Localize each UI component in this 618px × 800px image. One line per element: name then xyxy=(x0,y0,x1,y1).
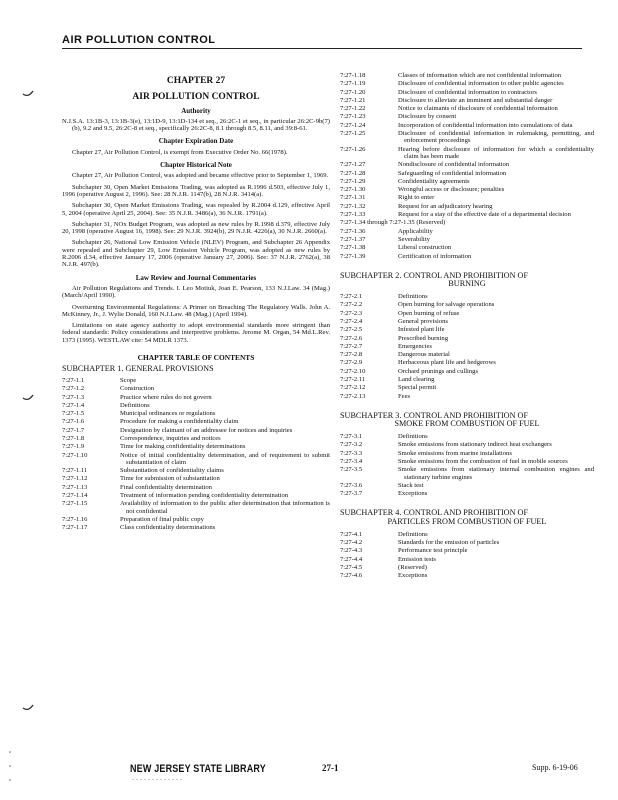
subchapter-2-heading-line1: SUBCHAPTER 2. CONTROL AND PROHIBITION OF xyxy=(340,270,529,280)
toc-entry xyxy=(340,122,594,129)
toc-entry xyxy=(340,482,594,489)
toc-entry xyxy=(62,402,330,409)
toc-entry xyxy=(340,219,594,226)
section-number: 7:27-1.4 xyxy=(62,401,85,409)
section-number: 7:27-2.3 xyxy=(340,309,363,317)
margin-specks xyxy=(8,748,12,790)
toc-entry xyxy=(340,318,594,325)
history-paragraph: Chapter 27, Air Pollution Control, was adopted and became effective prior to September 1, 1969. xyxy=(72,172,329,180)
toc-entry xyxy=(62,500,330,515)
section-number: 7:27-1.19 xyxy=(340,80,366,88)
toc-entry xyxy=(62,516,330,523)
section-title: Safeguarding of confidential information xyxy=(398,169,507,177)
section-title: Definitions xyxy=(398,433,428,441)
toc-entry xyxy=(340,228,594,235)
section-number: 7:27-1.32 xyxy=(340,202,366,210)
section-number: 7:27-4.6 xyxy=(340,572,363,580)
section-title: Emergencies xyxy=(398,342,432,350)
section-title: Disclosure of confidential information to other public agencies xyxy=(398,80,564,88)
section-title: Practice where rules do not govern xyxy=(120,393,212,401)
section-title: Notice to claimants of disclosure of confidential information xyxy=(398,105,558,113)
section-title: Exceptions xyxy=(398,572,428,580)
toc-entry xyxy=(62,492,330,499)
toc-entry xyxy=(340,178,594,185)
section-number: 7:27-1.9 xyxy=(62,443,85,451)
review-citation: Limitations on state agency authority to adopt environmental standards more stringent than federal standards: Policy considerations and interpretive problems. Jerome M. Organ, 54 Md.L.Rev. 1373 (1995). WESTLAW cite: 54 MDLR 1373. xyxy=(62,322,330,344)
toc-entry xyxy=(340,547,594,554)
section-title: Certification of information xyxy=(398,252,472,260)
section-title: Liberal construction xyxy=(398,244,452,252)
section-title: Disclosure of confidential information in rulemaking, permitting, and enforcement proceedings xyxy=(398,130,594,145)
section-number: 7:27-1.7 xyxy=(62,426,85,434)
toc-entry xyxy=(62,452,330,467)
section-number: 7:27-1.8 xyxy=(62,434,85,442)
section-number: 7:27-1.29 xyxy=(340,177,366,185)
expiration-heading: Chapter Expiration Date xyxy=(158,137,234,146)
section-number: 7:27-4.5 xyxy=(340,563,363,571)
section-number: 7:27-3.4 xyxy=(340,457,363,465)
toc-entry xyxy=(340,351,594,358)
subchapter-4-heading-line1: SUBCHAPTER 4. CONTROL AND PROHIBITION OF xyxy=(340,508,529,518)
section-title: Construction xyxy=(120,385,155,393)
section-title: Substantiation of confidentiality claims xyxy=(120,467,224,475)
page-number: 27-1 xyxy=(322,763,339,773)
section-title: Prescribed burning xyxy=(398,334,448,342)
section-title: Scope xyxy=(120,376,137,384)
section-title: Standards for the emission of particles xyxy=(398,538,500,546)
section-number: 7:27-1.3 xyxy=(62,393,85,401)
section-title: Smoke emissions from stationary internal combustion engines and stationary turbine engines xyxy=(398,466,594,481)
section-title: Designation by claimant of an addressee for notices and inquiries xyxy=(120,426,293,434)
toc-entry xyxy=(62,524,330,531)
subchapter-2-heading-line2: BURNING xyxy=(448,279,486,289)
toc-entry xyxy=(340,441,594,448)
subchapter-4-heading xyxy=(340,509,594,526)
toc-entry xyxy=(62,484,330,491)
toc-entry xyxy=(340,556,594,563)
toc-entry xyxy=(340,393,594,400)
section-title: Right to enter xyxy=(398,194,435,202)
section-number: 7:27-1.10 xyxy=(62,451,88,459)
section-title: Confidentiality agreements xyxy=(398,177,470,185)
toc-entry xyxy=(62,410,330,417)
section-title: Severability xyxy=(398,235,430,243)
section-number: 7:27-1.12 xyxy=(62,475,88,483)
subchapter-1-heading: SUBCHAPTER 1. GENERAL PROVISIONS xyxy=(62,364,214,374)
section-number: 7:27-2.6 xyxy=(340,334,363,342)
toc-entry xyxy=(340,105,594,112)
section-number: 7:27-3.6 xyxy=(340,481,363,489)
section-number: 7:27-1.14 xyxy=(62,492,88,500)
section-number: 7:27-1.6 xyxy=(62,418,85,426)
section-title: Applicability xyxy=(398,227,433,235)
section-title: Availability of information to the public after determination that information is not confidential xyxy=(120,500,330,515)
library-stamp-underline xyxy=(132,777,182,782)
section-number: 7:27-1.36 xyxy=(340,227,366,235)
section-title: Notice of initial confidentiality determination, and of requirement to submit substantiation of claim xyxy=(120,451,330,466)
toc-entry xyxy=(340,244,594,251)
section-number: 7:27-1.11 xyxy=(62,467,88,475)
section-number: 7:27-2.13 xyxy=(340,392,366,400)
toc-entry xyxy=(340,335,594,342)
toc-entry xyxy=(340,368,594,375)
section-title: Open burning for salvage operations xyxy=(398,301,495,309)
section-number: 7:27-1.20 xyxy=(340,88,366,96)
section-number: 7:27-1.13 xyxy=(62,483,88,491)
section-number: 7:27-1.38 xyxy=(340,244,366,252)
toc-entry xyxy=(62,435,330,442)
section-title: Open burning of refuse xyxy=(398,309,460,317)
history-paragraph: Subchapter 30, Open Market Emissions Trading, was adopted as R.1996 d.503, effective July 1, 1996 (operative August 2, 1996). See: 28 N.J.R. 1147(b), 28 N.J.R. 3414(a). xyxy=(62,183,330,198)
review-citation: Air Pollution Regulations and Trends. I. Leo Motiuk, Joan E. Pearson, 133 N.J.Law. 34 (Mag.) (March/April 1990). xyxy=(62,284,330,300)
history-paragraph: Subchapter 31, NOx Budget Program, was adopted as new rules by R.1998 d.379, effective July 20, 1998 (operative August 16, 1998). See: 29 N.J.R. 3924(b), 29 N.J.R. 4226(a), 30 N.J.R. 2660(a). xyxy=(62,220,330,236)
section-title: Disclosure by consent xyxy=(398,113,457,121)
punch-hole-mark xyxy=(22,88,32,98)
supplement-date: Supp. 6-19-06 xyxy=(532,763,578,772)
section-title: Land clearing xyxy=(398,375,435,383)
section-number: 7:27-2.4 xyxy=(340,317,363,325)
section-number: 7:27-1.28 xyxy=(340,169,366,177)
section-title: Smoke emissions from stationary indirect heat exchangers xyxy=(398,441,552,449)
toc-entry xyxy=(340,359,594,366)
section-number: 7:27-4.3 xyxy=(340,547,363,555)
section-number: 7:27-3.1 xyxy=(340,433,363,441)
section-number: 7:27-1.33 xyxy=(340,211,366,219)
section-number: 7:27-3.2 xyxy=(340,441,363,449)
section-number: 7:27-2.5 xyxy=(340,326,363,334)
section-title: Request for a stay of the effective date of a departmental decision xyxy=(398,211,571,219)
toc-entry xyxy=(340,310,594,317)
toc-entry xyxy=(62,418,330,425)
section-title: Definitions xyxy=(120,401,150,409)
section-range: 7:27-1.34 through 7:27-1.35 (Reserved) xyxy=(340,219,446,227)
subchapter-3-heading-line2: SMOKE FROM COMBUSTION OF FUEL xyxy=(394,419,540,429)
toc-entry xyxy=(62,385,330,392)
running-header: AIR POLLUTION CONTROL xyxy=(62,34,582,49)
toc-list-subchapter-4 xyxy=(340,531,594,580)
toc-entry xyxy=(340,564,594,571)
toc-list-subchapter-3 xyxy=(340,433,594,497)
section-number: 7:27-1.22 xyxy=(340,105,366,113)
toc-entry xyxy=(340,203,594,210)
section-title: Classes of information which are not confidential information xyxy=(398,72,562,79)
section-title: Time for submission of substantiation xyxy=(120,475,220,483)
toc-entry xyxy=(340,72,594,79)
library-stamp: NEW JERSEY STATE LIBRARY xyxy=(130,763,266,775)
section-title: Municipal ordinances or regulations xyxy=(120,410,216,418)
section-number: 7:27-1.17 xyxy=(62,524,88,532)
toc-entry xyxy=(340,113,594,120)
section-number: 7:27-1.1 xyxy=(62,376,85,384)
history-heading: Chapter Historical Note xyxy=(160,161,232,170)
section-title: Herbaceous plant life and hedgerows xyxy=(398,359,496,367)
toc-entry xyxy=(340,236,594,243)
subchapter-3-heading-line1: SUBCHAPTER 3. CONTROL AND PROHIBITION OF xyxy=(340,410,529,420)
authority-text: N.J.S.A. 13:1B-3, 13:1B-3(e), 13:1D-9, 13:1D-134 et seq., 26:2C-1 et seq., in particular 26:2C-9b(7)(b), 9.2 and 9.5, 26:2C-8 et seq., specifically 26:2C-8, 8.1 through 8.5, 8.11, and 39:8-61. xyxy=(62,117,330,133)
toc-entry xyxy=(340,89,594,96)
section-number: 7:27-4.4 xyxy=(340,555,363,563)
right-column xyxy=(340,72,594,580)
section-number: 7:27-3.5 xyxy=(340,466,363,474)
toc-heading: CHAPTER TABLE OF CONTENTS xyxy=(137,353,255,363)
section-number: 7:27-2.11 xyxy=(340,375,366,383)
toc-entry xyxy=(62,475,330,482)
section-number: 7:27-1.16 xyxy=(62,515,88,523)
section-number: 7:27-3.3 xyxy=(340,449,363,457)
section-title: Infested plant life xyxy=(398,326,445,334)
review-citation: Overturning Environmental Regulations: A Primer on Breaching The Regulatory Walls. John A. McKinney, Jr., J. Wylie Donald, 160 N.J.Law. 48 (Mag.) (April 1994). xyxy=(62,303,330,318)
section-title: Time for making confidentiality determinations xyxy=(120,443,246,451)
section-title: Smoke emissions from the combustion of fuel in mobile sources xyxy=(398,457,568,465)
section-number: 7:27-2.7 xyxy=(340,342,363,350)
section-title: Dangerous material xyxy=(398,351,450,359)
toc-entry xyxy=(340,326,594,333)
toc-entry xyxy=(340,253,594,260)
history-paragraph: Subchapter 30, Open Market Emissions Trading, was repealed by R.2004 d.129, effective April 5, 2004 (operative April 25, 2004). See: 35 N.J.R. 3486(a), 36 N.J.R. 1791(a). xyxy=(62,202,330,217)
toc-entry xyxy=(340,293,594,300)
section-title: Hearing before disclosure of information for which a confidentiality claim has been made xyxy=(398,145,594,160)
toc-list-subchapter-1 xyxy=(62,377,330,532)
section-title: Disclosure of confidential information to contractors xyxy=(398,88,537,96)
toc-entry xyxy=(340,433,594,440)
section-title: Smoke emissions from marine installations xyxy=(398,449,512,457)
section-number: 7:27-2.9 xyxy=(340,359,363,367)
authority-heading: Authority xyxy=(181,106,211,115)
toc-entry xyxy=(340,194,594,201)
section-number: 7:27-1.2 xyxy=(62,385,85,393)
section-title: Special permit xyxy=(398,384,437,392)
section-number: 7:27-4.1 xyxy=(340,530,363,538)
subchapter-4-heading-line2: PARTICLES FROM COMBUSTION OF FUEL xyxy=(387,517,547,527)
section-number: 7:27-2.10 xyxy=(340,367,366,375)
toc-entry xyxy=(340,384,594,391)
section-title: Procedure for making a confidentiality claim xyxy=(120,418,239,426)
section-number: 7:27-1.25 xyxy=(340,130,366,138)
toc-entry xyxy=(340,130,594,145)
section-title: Emission tests xyxy=(398,555,436,563)
section-title: (Reserved) xyxy=(398,563,427,571)
left-column xyxy=(62,72,330,533)
section-title: Preparation of final public copy xyxy=(120,515,204,523)
section-title: Final confidentiality determination xyxy=(120,483,212,491)
toc-entry xyxy=(340,539,594,546)
section-title: Wrongful access or disclosure; penalties xyxy=(398,186,505,194)
section-title: Incorporation of confidential information into cumulations of data xyxy=(398,121,573,129)
expiration-text: Chapter 27, Air Pollution Control, is exempt from Executive Order No. 66(1978). xyxy=(72,148,288,156)
punch-hole-mark xyxy=(22,702,32,712)
toc-entry xyxy=(340,343,594,350)
toc-entry xyxy=(340,161,594,168)
section-number: 7:27-2.12 xyxy=(340,384,366,392)
section-title: Class confidentiality determinations xyxy=(120,524,216,532)
section-number: 7:27-1.24 xyxy=(340,121,366,129)
toc-entry xyxy=(340,466,594,481)
toc-entry xyxy=(340,531,594,538)
subchapter-2-heading xyxy=(340,272,594,289)
toc-list-subchapter-2 xyxy=(340,293,594,400)
toc-entry xyxy=(62,377,330,384)
section-title: Stack test xyxy=(398,481,424,489)
toc-entry xyxy=(62,427,330,434)
toc-list-subchapter-1-continued xyxy=(340,72,594,260)
section-number: 7:27-1.23 xyxy=(340,113,366,121)
section-title: Nondisclosure of confidential information xyxy=(398,161,510,169)
section-number: 7:27-2.8 xyxy=(340,351,363,359)
toc-entry xyxy=(340,211,594,218)
section-number: 7:27-1.37 xyxy=(340,235,366,243)
section-number: 7:27-1.18 xyxy=(340,72,366,79)
section-number: 7:27-1.21 xyxy=(340,96,366,104)
toc-entry xyxy=(340,450,594,457)
section-number: 7:27-1.30 xyxy=(340,186,366,194)
punch-hole-mark xyxy=(22,392,32,402)
chapter-number: CHAPTER 27 xyxy=(166,76,226,86)
toc-entry xyxy=(340,301,594,308)
chapter-title: AIR POLLUTION CONTROL xyxy=(132,92,260,103)
toc-entry xyxy=(340,376,594,383)
toc-entry xyxy=(340,97,594,104)
section-number: 7:27-3.7 xyxy=(340,490,363,498)
toc-entry xyxy=(62,394,330,401)
section-number: 7:27-2.1 xyxy=(340,293,363,301)
toc-entry xyxy=(340,146,594,161)
section-number: 7:27-1.5 xyxy=(62,410,85,418)
section-number: 7:27-1.26 xyxy=(340,145,366,153)
history-paragraph: Subchapter 26, National Low Emission Vehicle (NLEV) Program, and Subchapter 26 Appendix were repealed and Subchapter 29, Low Emission Vehicle Program, was adopted as new rules by R.2006 d.34, effective January 17, 2006 (operative January 27, 2006). See: 37 N.J.R. 2762(a), 38 N.J.R. 497(b). xyxy=(62,239,330,269)
section-number: 7:27-1.39 xyxy=(340,252,366,260)
section-number: 7:27-1.27 xyxy=(340,161,366,169)
section-title: Fees xyxy=(398,392,411,400)
section-number: 7:27-4.2 xyxy=(340,538,363,546)
section-title: Treatment of information pending confidentiality determination xyxy=(120,492,289,500)
subchapter-3-heading xyxy=(340,412,594,429)
toc-entry xyxy=(340,170,594,177)
toc-entry xyxy=(340,186,594,193)
section-number: 7:27-1.31 xyxy=(340,194,366,202)
section-number: 7:27-1.15 xyxy=(62,500,88,508)
section-title: Performance test principle xyxy=(398,547,468,555)
section-title: General provisions xyxy=(398,317,448,325)
section-title: Definitions xyxy=(398,530,428,538)
section-number: 7:27-2.2 xyxy=(340,301,363,309)
toc-entry xyxy=(340,458,594,465)
toc-entry xyxy=(340,80,594,87)
review-heading: Law Review and Journal Commentaries xyxy=(135,273,257,282)
section-title: Definitions xyxy=(398,293,428,301)
toc-entry xyxy=(340,490,594,497)
section-title: Exceptions xyxy=(398,490,428,498)
section-title: Disclosure to alleviate an imminent and substantial danger xyxy=(398,96,553,104)
toc-entry xyxy=(340,572,594,579)
toc-entry xyxy=(62,443,330,450)
section-title: Request for an adjudicatory hearing xyxy=(398,202,493,210)
toc-entry xyxy=(62,467,330,474)
section-title: Orchard prunings and cullings xyxy=(398,367,479,375)
section-title: Correspondence, inquiries and notices xyxy=(120,434,221,442)
